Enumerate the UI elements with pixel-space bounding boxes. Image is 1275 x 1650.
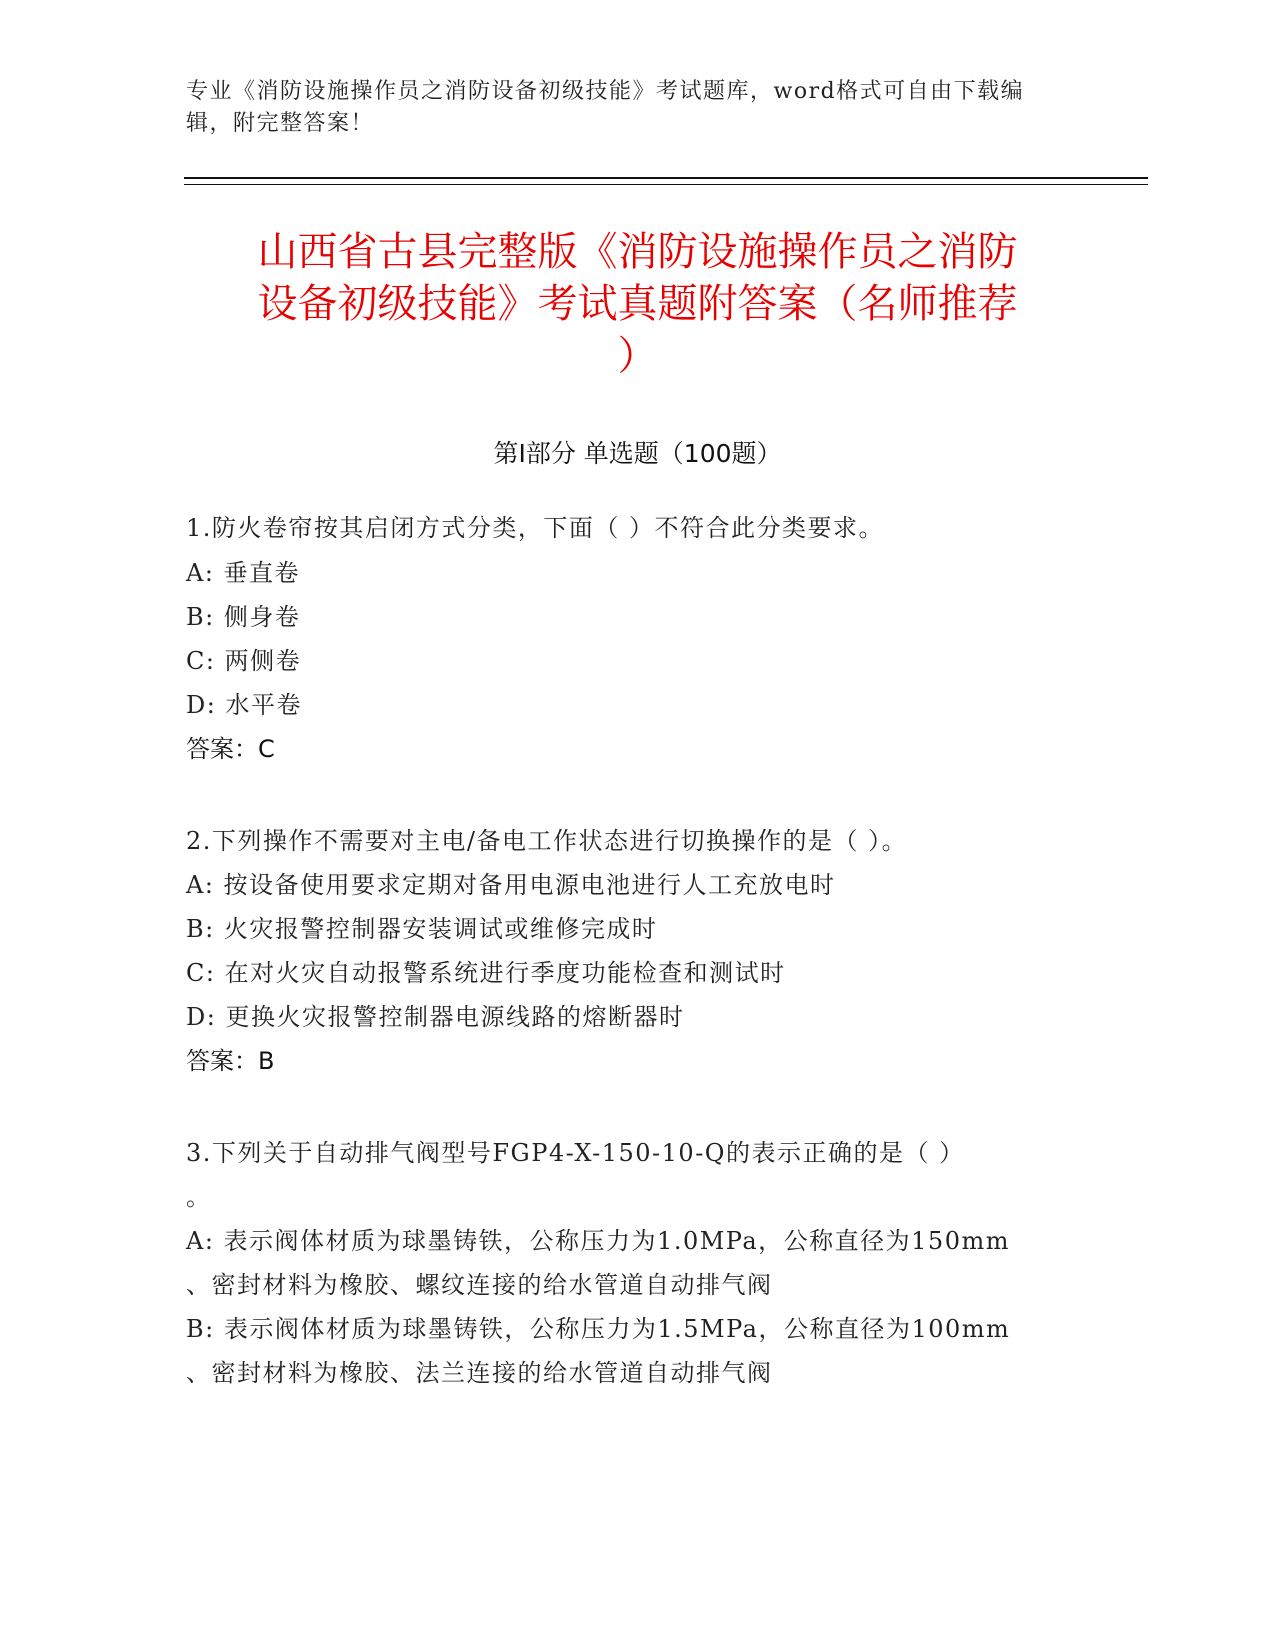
question-1-stem: 1.防火卷帘按其启闭方式分类，下面（ ）不符合此分类要求。 xyxy=(186,514,885,542)
header-note xyxy=(186,76,1066,140)
question-3-option-a-cont: 、密封材料为橡胶、螺纹连接的给水管道自动排气阀 xyxy=(186,1271,773,1299)
question-2-stem: 2.下列操作不需要对主电/备电工作状态进行切换操作的是（ ）。 xyxy=(186,827,908,855)
question-2-option-b: B: 火灾报警控制器安装调试或维修完成时 xyxy=(186,915,658,943)
question-3-option-b-cont: 、密封材料为橡胶、法兰连接的给水管道自动排气阀 xyxy=(186,1359,773,1387)
title-line: 设备初级技能》考试真题附答案（名师推荐 xyxy=(257,281,1018,327)
question-2-option-a: A: 按设备使用要求定期对备用电源电池进行人工充放电时 xyxy=(186,871,836,899)
question-3-option-b: B: 表示阀体材质为球墨铸铁，公称压力为1.5MPa，公称直径为100mm xyxy=(186,1315,1011,1343)
question-2-option-d: D: 更换火灾报警控制器电源线路的熔断器时 xyxy=(186,1003,685,1031)
header-divider xyxy=(184,177,1148,179)
header-note-line: 辑，附完整答案！ xyxy=(186,111,375,136)
question-1-option-d: D: 水平卷 xyxy=(186,691,302,719)
question-1-option-b: B: 侧身卷 xyxy=(186,603,301,631)
question-1-option-a: A: 垂直卷 xyxy=(186,559,301,587)
question-3-stem: 3.下列关于自动排气阀型号FGP4-X-150-10-Q的表示正确的是（ ） xyxy=(186,1139,965,1167)
header-note-line: 专业《消防设施操作员之消防设备初级技能》考试题库，word格式可自由下载编 xyxy=(186,79,1025,104)
title-line: ） xyxy=(617,333,658,379)
document-title xyxy=(190,226,1085,382)
question-2-option-c: C: 在对火灾自动报警系统进行季度功能检查和测试时 xyxy=(186,959,786,987)
section-heading: 第Ⅰ部分 单选题（100题） xyxy=(493,439,782,468)
question-3-option-a: A: 表示阀体材质为球墨铸铁，公称压力为1.0MPa，公称直径为150mm xyxy=(186,1227,1010,1255)
question-3-stem-cont: 。 xyxy=(186,1183,212,1211)
question-1-answer: 答案：C xyxy=(186,735,275,763)
question-1-option-c: C: 两侧卷 xyxy=(186,647,302,675)
question-2-answer: 答案：B xyxy=(186,1047,275,1075)
title-line: 山西省古县完整版《消防设施操作员之消防 xyxy=(257,229,1018,275)
header-divider-thin xyxy=(184,184,1148,185)
